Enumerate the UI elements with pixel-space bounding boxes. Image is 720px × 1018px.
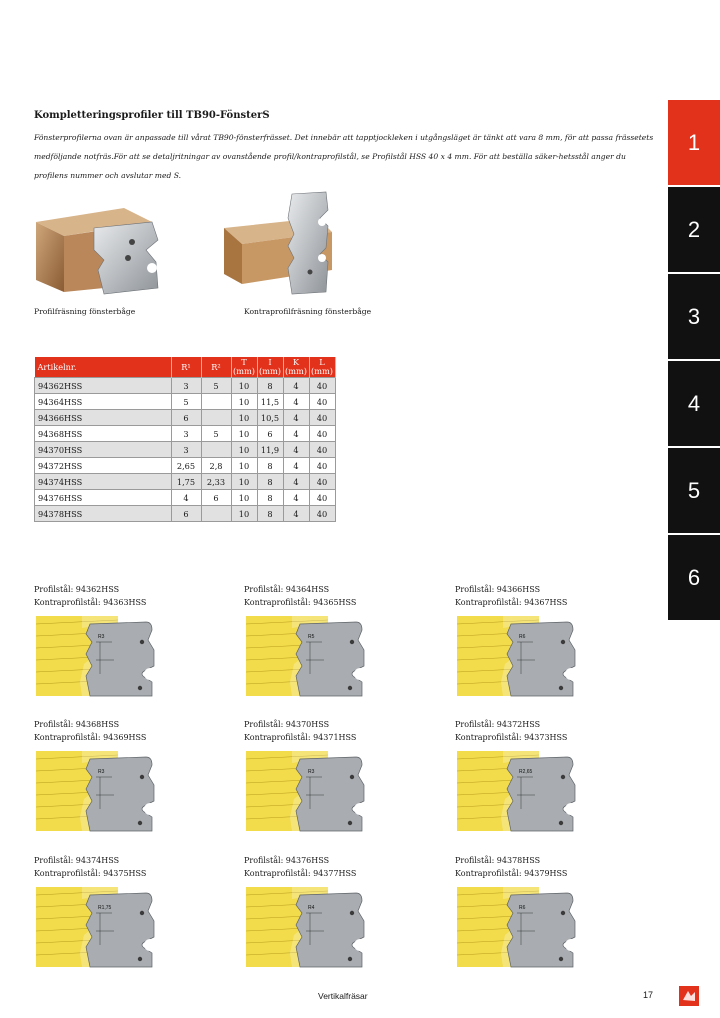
profile-steel-label: Profilstål: 94378HSS — [455, 856, 541, 865]
chapter-tab-1[interactable]: 1 — [668, 100, 720, 185]
counter-profile-steel-label: Kontraprofilstål: 94365HSS — [244, 598, 357, 607]
cell-l: 40 — [309, 378, 335, 394]
photo-caption-left: Profilfräsning fönsterbåge — [34, 307, 136, 316]
col-header-r2: R² — [201, 357, 231, 378]
profile-card — [455, 718, 605, 835]
cell-l: 40 — [309, 506, 335, 522]
chapter-tab-6[interactable]: 6 — [668, 535, 720, 620]
cell-article: 94374HSS — [35, 474, 172, 490]
cell-article: 94370HSS — [35, 442, 172, 458]
profile-steel-label: Profilstål: 94376HSS — [244, 856, 330, 865]
cell-t: 10 — [231, 394, 257, 410]
col-header-r1: R¹ — [171, 357, 201, 378]
table-row — [35, 506, 336, 522]
profile-steel-label: Profilstål: 94372HSS — [455, 720, 541, 729]
table-row — [35, 490, 336, 506]
cell-t: 10 — [231, 410, 257, 426]
cell-i: 8 — [257, 506, 283, 522]
counter-profile-steel-label: Kontraprofilstål: 94375HSS — [34, 869, 147, 878]
profile-drawing — [34, 883, 159, 971]
cell-r1: 5 — [171, 394, 201, 410]
cell-article: 94364HSS — [35, 394, 172, 410]
radius-label: R3 — [98, 769, 105, 775]
radius-label: R3 — [308, 769, 315, 775]
profile-steel-label: Profilstål: 94364HSS — [244, 585, 330, 594]
profile-drawing — [34, 747, 159, 835]
col-header-k: K (mm) — [283, 357, 309, 378]
radius-label: R1,75 — [98, 905, 112, 911]
profile-drawing — [34, 612, 159, 700]
table-body — [35, 378, 336, 522]
profile-card — [244, 718, 394, 835]
cell-r2: 6 — [201, 490, 231, 506]
radius-label: R5 — [308, 634, 315, 640]
counter-profile-steel-label: Kontraprofilstål: 94363HSS — [34, 598, 147, 607]
profile-drawing — [244, 612, 369, 700]
cell-article: 94362HSS — [35, 378, 172, 394]
radius-label: R3 — [98, 634, 105, 640]
profile-steel-label: Profilstål: 94366HSS — [455, 585, 541, 594]
cell-r2: 2,8 — [201, 458, 231, 474]
table-row — [35, 378, 336, 394]
cell-t: 10 — [231, 458, 257, 474]
col-header-t: T (mm) — [231, 357, 257, 378]
counter-profile-steel-label: Kontraprofilstål: 94373HSS — [455, 733, 568, 742]
profile-drawing — [455, 747, 580, 835]
cell-i: 8 — [257, 490, 283, 506]
cell-r1: 6 — [171, 410, 201, 426]
col-header-l: L (mm) — [309, 357, 335, 378]
profile-card — [34, 718, 184, 835]
cell-article: 94366HSS — [35, 410, 172, 426]
cell-article: 94368HSS — [35, 426, 172, 442]
counter-profile-steel-label: Kontraprofilstål: 94379HSS — [455, 869, 568, 878]
chapter-tab-5[interactable]: 5 — [668, 448, 720, 533]
cell-article: 94372HSS — [35, 458, 172, 474]
col-header-i: I (mm) — [257, 357, 283, 378]
cell-i: 10,5 — [257, 410, 283, 426]
profile-spec-table — [34, 357, 336, 522]
profile-drawing — [455, 612, 580, 700]
cell-i: 11,5 — [257, 394, 283, 410]
cell-l: 40 — [309, 426, 335, 442]
profile-drawing — [244, 747, 369, 835]
cell-k: 4 — [283, 442, 309, 458]
chapter-tab-4[interactable]: 4 — [668, 361, 720, 446]
profile-card — [455, 583, 605, 700]
table-row — [35, 442, 336, 458]
profile-card — [244, 854, 394, 971]
cell-l: 40 — [309, 458, 335, 474]
cell-r2 — [201, 442, 231, 458]
profile-card — [455, 854, 605, 971]
counter-profile-steel-label: Kontraprofilstål: 94369HSS — [34, 733, 147, 742]
chapter-tab-2[interactable]: 2 — [668, 187, 720, 272]
cell-k: 4 — [283, 410, 309, 426]
cell-article: 94378HSS — [35, 506, 172, 522]
cell-r2: 2,33 — [201, 474, 231, 490]
chapter-tab-3[interactable]: 3 — [668, 274, 720, 359]
photo-caption-right: Kontraprofilfräsning fönsterbåge — [244, 307, 372, 316]
brand-logo-icon — [679, 986, 699, 1006]
cell-r2 — [201, 410, 231, 426]
cell-article: 94376HSS — [35, 490, 172, 506]
cell-r1: 1,75 — [171, 474, 201, 490]
counter-profile-milling-photo — [222, 188, 352, 298]
profile-steel-label: Profilstål: 94374HSS — [34, 856, 120, 865]
cell-r1: 3 — [171, 378, 201, 394]
profile-steel-label: Profilstål: 94362HSS — [34, 585, 120, 594]
profile-card — [34, 854, 184, 971]
cell-k: 4 — [283, 506, 309, 522]
cell-i: 8 — [257, 378, 283, 394]
profile-drawing — [455, 883, 580, 971]
counter-profile-steel-label: Kontraprofilstål: 94371HSS — [244, 733, 357, 742]
cell-t: 10 — [231, 378, 257, 394]
cell-r1: 3 — [171, 426, 201, 442]
radius-label: R4 — [308, 905, 315, 911]
table-row — [35, 410, 336, 426]
counter-profile-steel-label: Kontraprofilstål: 94367HSS — [455, 598, 568, 607]
cell-r2 — [201, 394, 231, 410]
radius-label: R2,65 — [519, 769, 533, 775]
table-row — [35, 426, 336, 442]
cell-t: 10 — [231, 426, 257, 442]
chapter-tabs — [668, 100, 720, 622]
cell-i: 8 — [257, 474, 283, 490]
cell-l: 40 — [309, 474, 335, 490]
counter-profile-steel-label: Kontraprofilstål: 94377HSS — [244, 869, 357, 878]
cell-r1: 4 — [171, 490, 201, 506]
col-header-article: Artikelnr. — [35, 357, 172, 378]
table-header-row — [35, 357, 336, 378]
profile-steel-label: Profilstål: 94370HSS — [244, 720, 330, 729]
cell-l: 40 — [309, 410, 335, 426]
cell-k: 4 — [283, 394, 309, 410]
cell-r2: 5 — [201, 426, 231, 442]
table-row — [35, 394, 336, 410]
cell-t: 10 — [231, 474, 257, 490]
radius-label: R6 — [519, 905, 526, 911]
cell-r2 — [201, 506, 231, 522]
cell-k: 4 — [283, 458, 309, 474]
cell-i: 6 — [257, 426, 283, 442]
cell-k: 4 — [283, 474, 309, 490]
profile-card — [34, 583, 184, 700]
cell-r2: 5 — [201, 378, 231, 394]
radius-label: R6 — [519, 634, 526, 640]
cell-l: 40 — [309, 442, 335, 458]
page-number: 17 — [643, 990, 654, 1000]
cell-r1: 2,65 — [171, 458, 201, 474]
table-row — [35, 474, 336, 490]
cell-k: 4 — [283, 426, 309, 442]
table-row — [35, 458, 336, 474]
page-title: Kompletteringsprofiler till TB90-FönsterS — [34, 110, 270, 121]
cell-l: 40 — [309, 394, 335, 410]
cell-i: 8 — [257, 458, 283, 474]
cell-r1: 6 — [171, 506, 201, 522]
cell-t: 10 — [231, 442, 257, 458]
intro-text: Fönsterprofilerna ovan är anpassade till vårat TB90-fönsterfrässet. Det innebär att tapptjockleken i utgångsläget är tänkt att vara 8 mm, för att passa frässetets medföljande notfräs.För att se detaljritningar av ovanstående profil/kontraprofilstål, se Profilstål HSS 40 x 4 mm. För att beställa säker-hetsstål anger du profilens nummer och avslutar med S. — [34, 133, 654, 180]
profile-milling-photo — [34, 200, 164, 300]
profile-steel-label: Profilstål: 94368HSS — [34, 720, 120, 729]
cell-r1: 3 — [171, 442, 201, 458]
footer-section: Vertikalfräsar — [318, 991, 368, 1001]
cell-t: 10 — [231, 490, 257, 506]
cell-t: 10 — [231, 506, 257, 522]
profile-card — [244, 583, 394, 700]
cell-l: 40 — [309, 490, 335, 506]
cell-i: 11,9 — [257, 442, 283, 458]
profile-drawing — [244, 883, 369, 971]
cell-k: 4 — [283, 490, 309, 506]
cell-k: 4 — [283, 378, 309, 394]
